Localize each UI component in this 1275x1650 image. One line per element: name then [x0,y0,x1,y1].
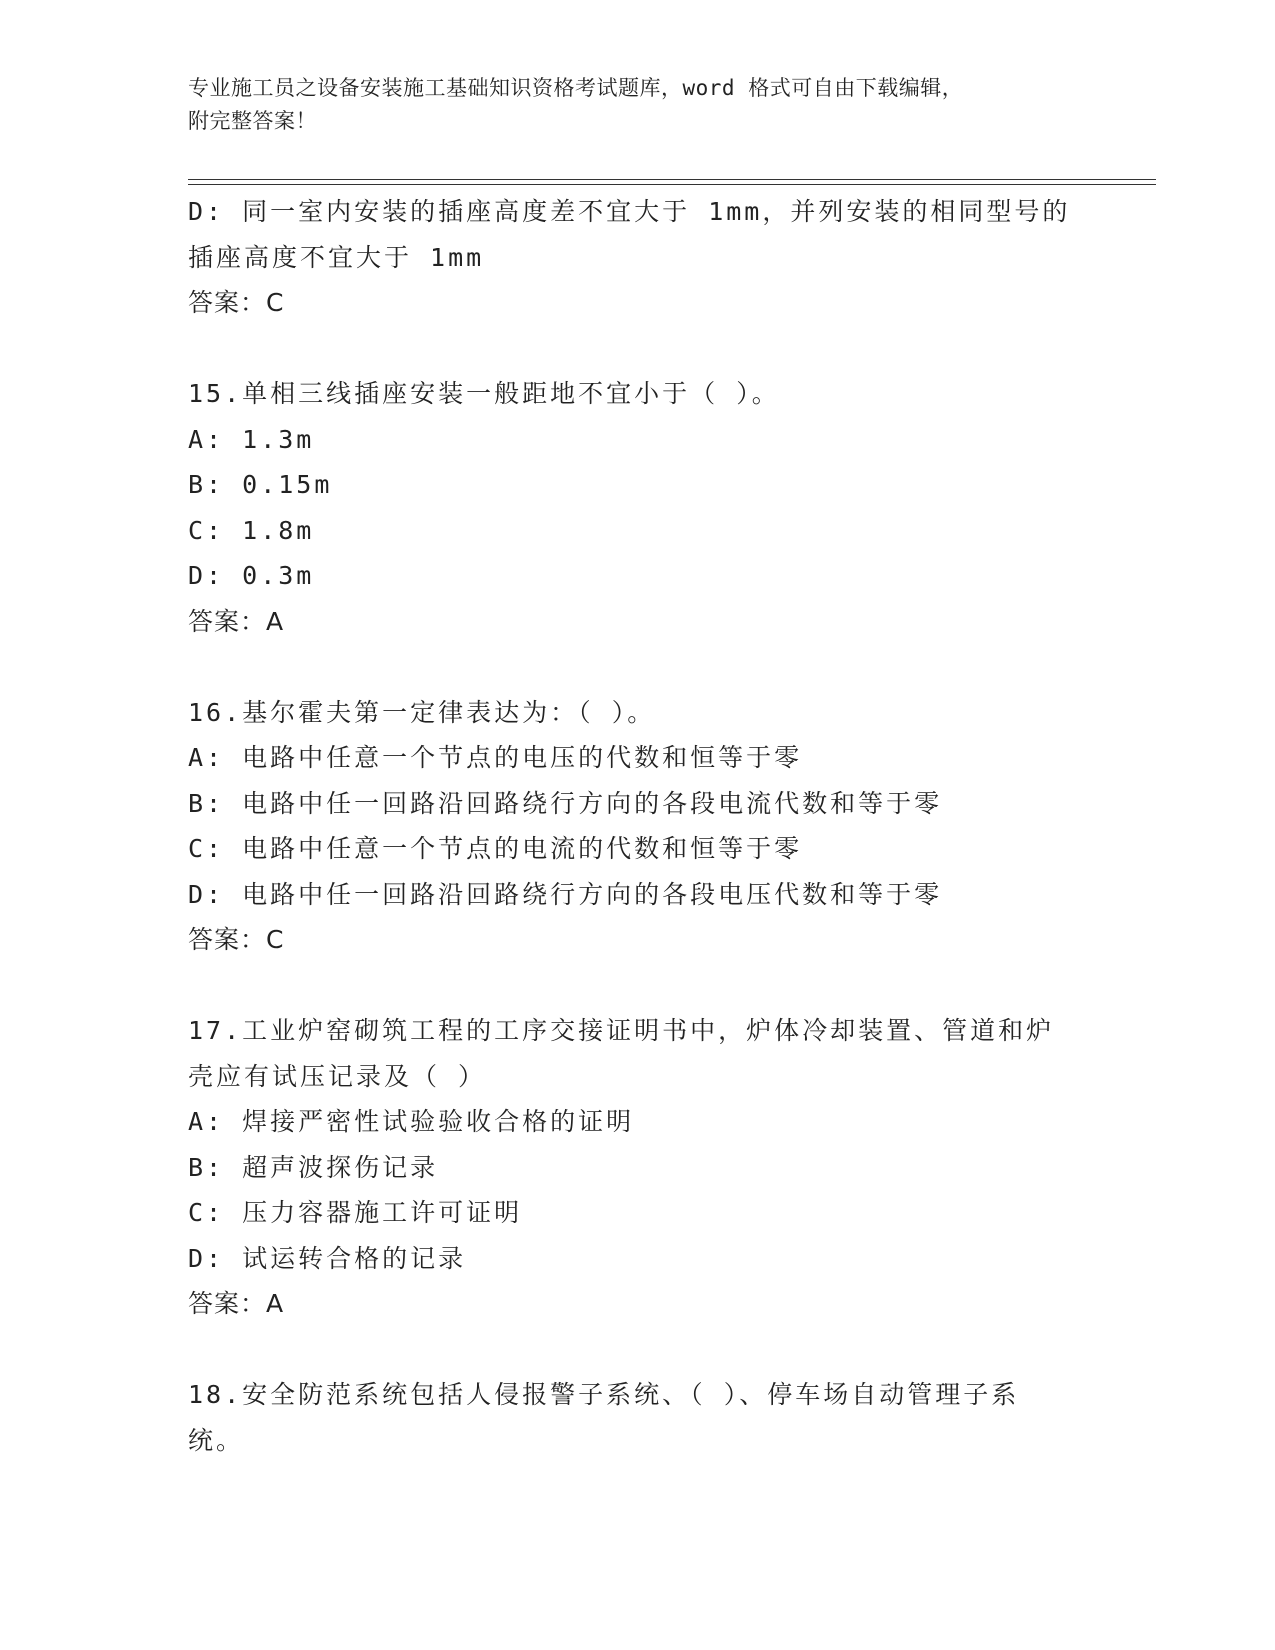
question-spacer [188,644,1088,690]
question-list [188,189,1088,1463]
question-spacer [188,326,1088,372]
question-stem: 16.基尔霍夫第一定律表达为：（ ）。 [188,697,656,727]
question-stem-line-1: 17.工业炉窑砌筑工程的工序交接证明书中，炉体冷却装置、管道和炉 [188,1016,1055,1045]
option-b: B: 0.15m [188,470,333,499]
question-stem-line-2: 统。 [188,1425,245,1455]
option-a: A: 焊接严密性试验验收合格的证明 [188,1107,635,1136]
option-c: C: 1.8m [188,515,315,545]
option-a: A: 电路中任意一个节点的电压的代数和恒等于零 [188,743,803,772]
question-17 [188,1008,1088,1327]
option-b: B: 电路中任一回路沿回路绕行方向的各段电流代数和等于零 [188,788,943,818]
question-18 [188,1372,1088,1463]
header-line-2: 附完整答案！ [188,109,317,133]
question-stem-line-2: 壳应有试压记录及（ ） [188,1061,487,1091]
question-continuation [188,189,1088,326]
question-stem: 15.单相三线插座安装一般距地不宜小于（ ）。 [188,379,780,408]
option-d-line-2: 插座高度不宜大于 1mm [188,242,485,272]
answer-label: 答案：C [188,288,285,317]
option-d: D: 0.3m [188,561,315,590]
option-c: C: 电路中任意一个节点的电流的代数和恒等于零 [188,834,803,863]
answer-label: 答案：A [188,1289,285,1318]
option-d-line-1: D: 同一室内安装的插座高度差不宜大于 1mm，并列安装的相同型号的 [188,197,1071,226]
header-divider-top [188,179,1156,180]
option-b: B: 超声波探伤记录 [188,1152,439,1182]
option-c: C: 压力容器施工许可证明 [188,1198,523,1227]
answer-label: 答案：C [188,925,285,954]
header-divider-bottom [188,184,1156,185]
option-d: D: 试运转合格的记录 [188,1243,467,1273]
document-header [188,72,1088,138]
question-stem-line-1: 18.安全防范系统包括人侵报警子系统、（ ）、停车场自动管理子系 [188,1380,1020,1409]
answer-label: 答案：A [188,606,285,636]
header-line-1: 专业施工员之设备安装施工基础知识资格考试题库，word 格式可自由下载编辑， [188,76,964,100]
question-16 [188,690,1088,963]
option-a: A: 1.3m [188,424,315,454]
question-15 [188,371,1088,644]
question-spacer [188,1327,1088,1373]
question-spacer [188,963,1088,1009]
option-d: D: 电路中任一回路沿回路绕行方向的各段电压代数和等于零 [188,879,943,909]
